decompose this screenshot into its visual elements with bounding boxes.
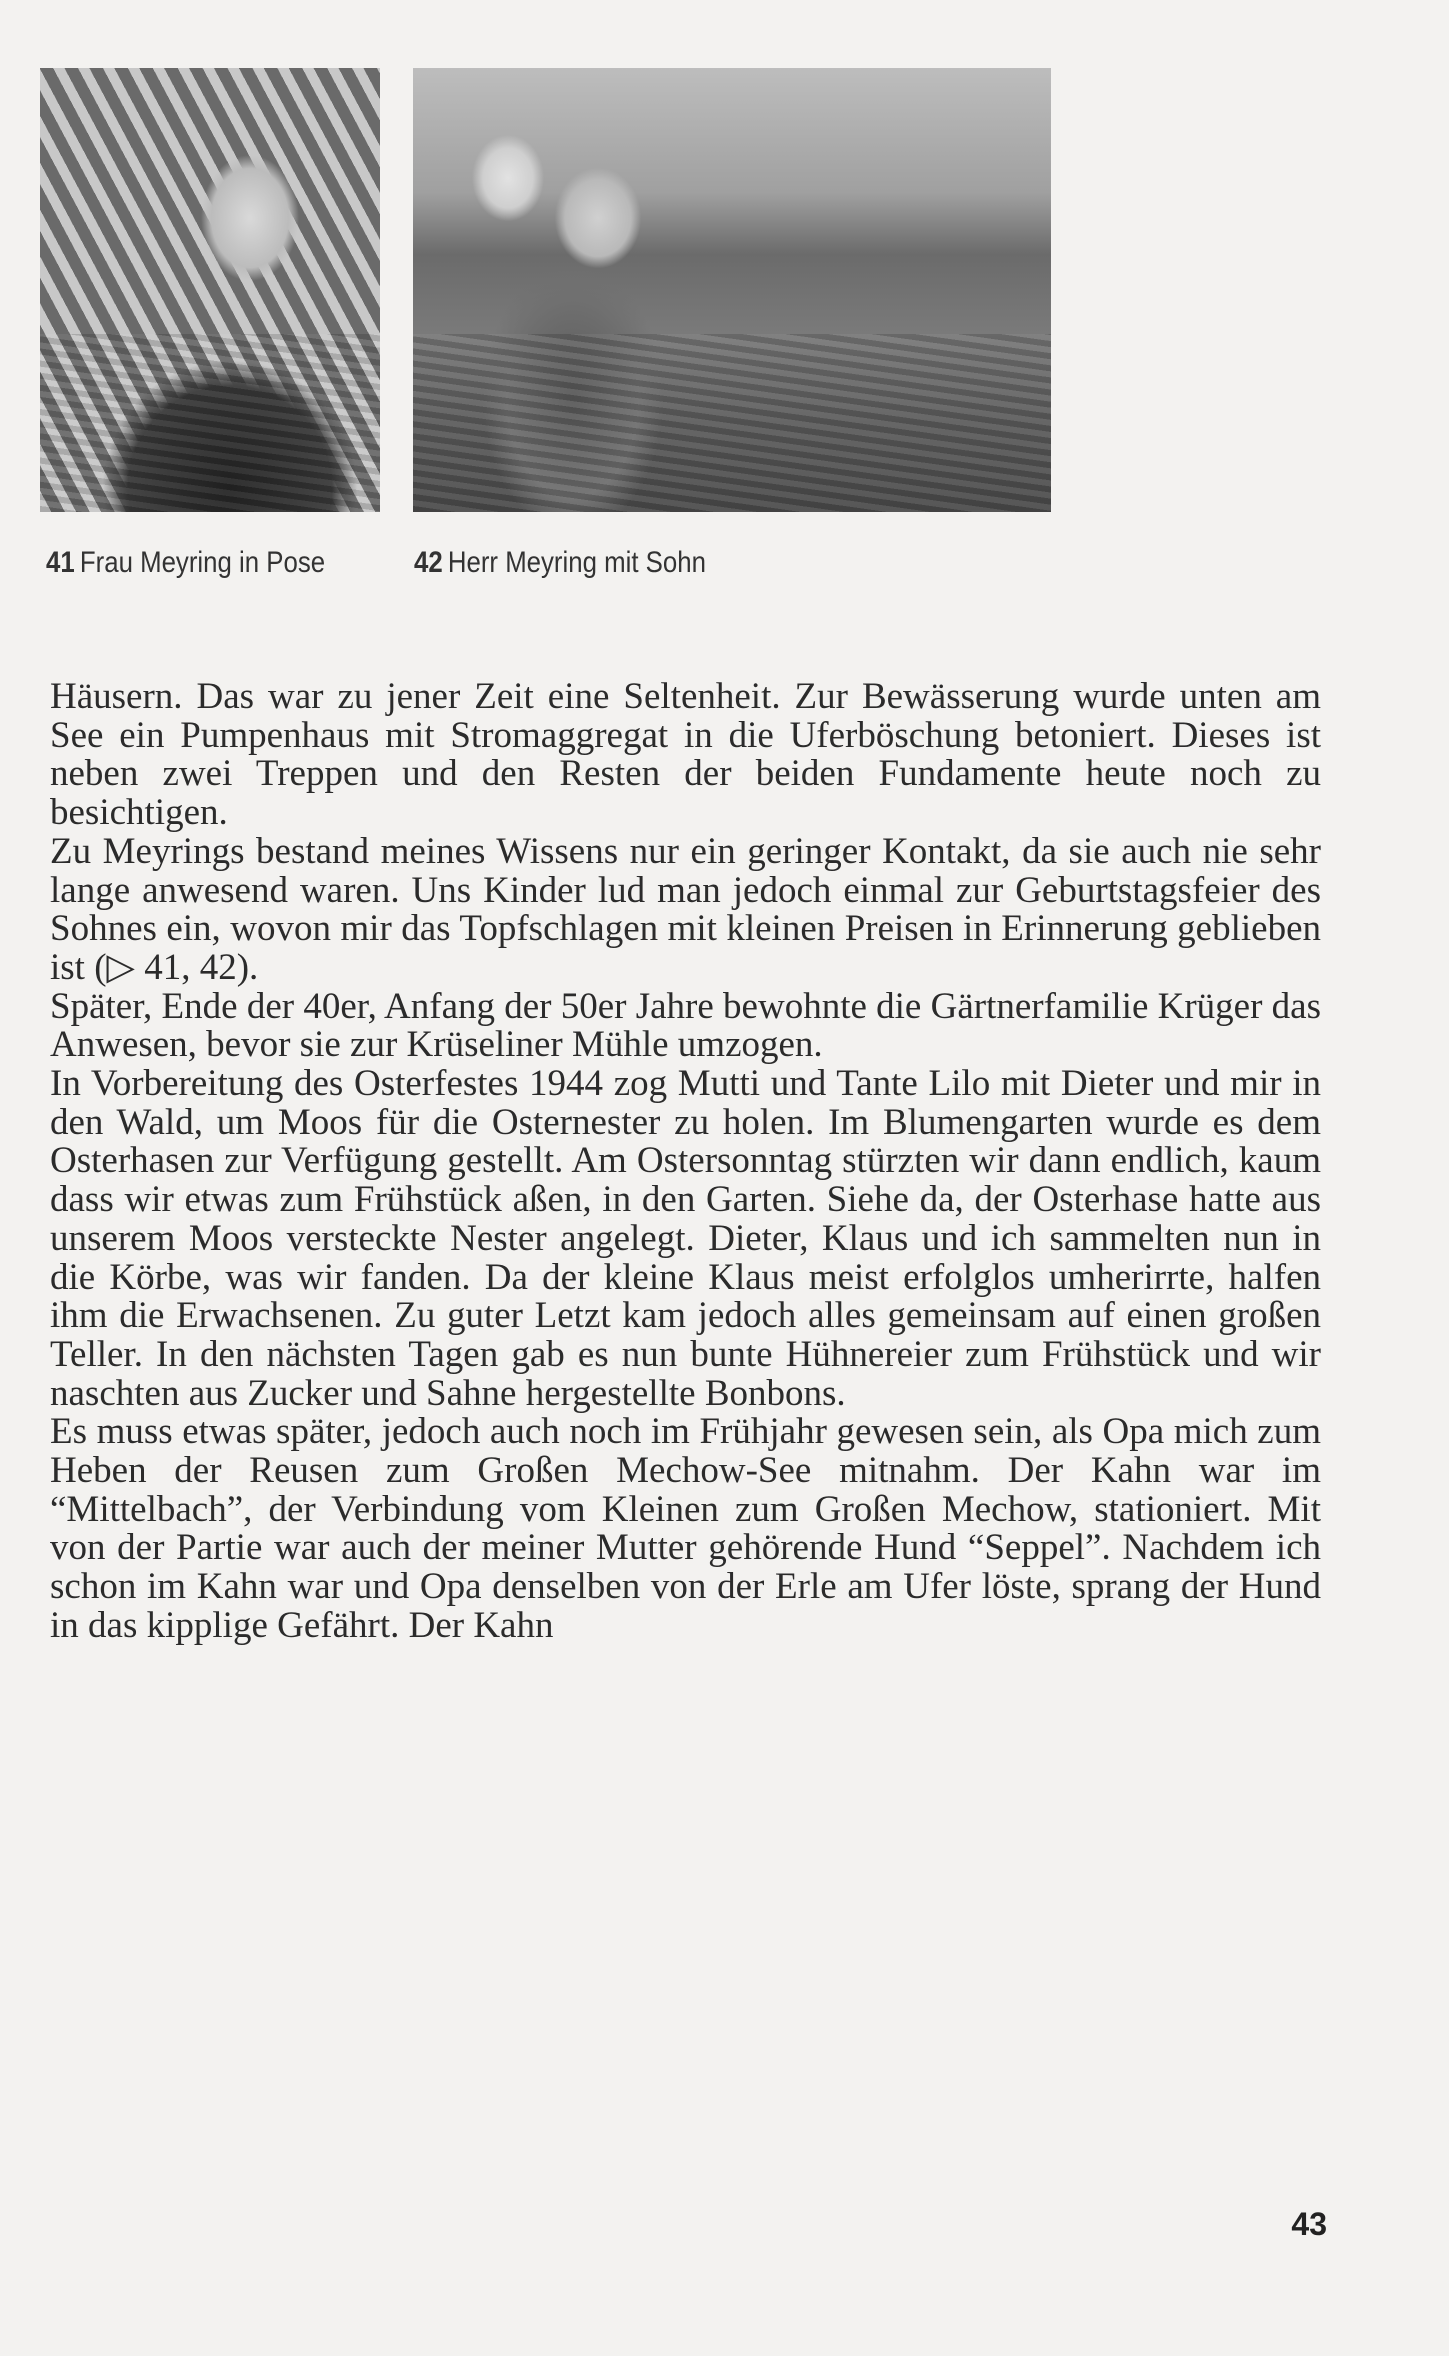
figure-caption-text: Frau Meyring in Pose [79,546,326,579]
paragraph: Häusern. Das war zu jener Zeit eine Seltenheit. Zur Bewässerung wurde unten am See ein Pumpenhaus mit Stromaggregat in die Uferböschung betoniert. Dieses ist neben zwei Treppen und den Resten der beiden Fundamente heute noch zu besichtigen. [50,676,1321,834]
photo-shading [40,334,380,512]
figure-number: 42 [414,546,443,579]
body-text [50,678,1321,1646]
figure-number: 41 [46,546,75,579]
photo-shading [413,334,1051,512]
page-number: 43 [1291,2206,1327,2242]
figure-caption-41 [46,546,325,580]
paragraph: Es muss etwas später, jedoch auch noch im Frühjahr gewesen sein, als Opa mich zum Heben der Reusen zum Großen Mechow-See mitnahm. Der Kahn war im “Mittelbach”, der Verbindung vom Kleinen zum Großen Mechow, stationiert. Mit von der Partie war auch der meiner Mutter gehörende Hund “Seppel”. Nachdem ich schon im Kahn war und Opa denselben von der Erle am Ufer löste, sprang der Hund in das kipplige Gefährt. Der Kahn [50,1411,1321,1646]
figure-caption-42 [414,546,706,580]
paragraph: Später, Ende der 40er, Anfang der 50er Jahre bewohnte die Gärtnerfamilie Krüger das Anwesen, bevor sie zur Krüseliner Mühle umzogen. [50,985,1321,1066]
figure-caption-text: Herr Meyring mit Sohn [447,546,706,579]
paragraph: Zu Meyrings bestand meines Wissens nur ein geringer Kontakt, da sie auch nie sehr lange anwesend waren. Uns Kinder lud man jedoch einmal zur Geburtstagsfeier des Sohnes ein, wovon mir das Topfschlagen mit kleinen Preisen in Erinnerung geblieben ist (▷ 41, 42). [50,830,1321,988]
paragraph: In Vorbereitung des Osterfestes 1944 zog Mutti und Tante Lilo mit Dieter und mir in den Wald, um Moos für die Osternester zu holen. Im Blumengarten wurde es dem Osterhasen zur Verfügung gestellt. Am Ostersonntag stürzten wir dann endlich, kaum dass wir etwas zum Frühstück aßen, in den Garten. Siehe da, der Osterhase hatte aus unserem Moos versteckte Nester angelegt. Dieter, Klaus und ich sammelten nun in die Körbe, was wir fanden. Da der kleine Klaus meist erfolglos umherirrte, halfen ihm die Erwachsenen. Zu guter Letzt kam jedoch alles gemeinsam auf einen großen Teller. In den nächsten Tagen gab es nun bunte Hühnereier zum Frühstück und wir naschten aus Zucker und Sahne hergestellte Bonbons. [50,1063,1321,1414]
photo-frau-meyring [40,68,380,512]
photo-herr-meyring-mit-sohn [413,68,1051,512]
